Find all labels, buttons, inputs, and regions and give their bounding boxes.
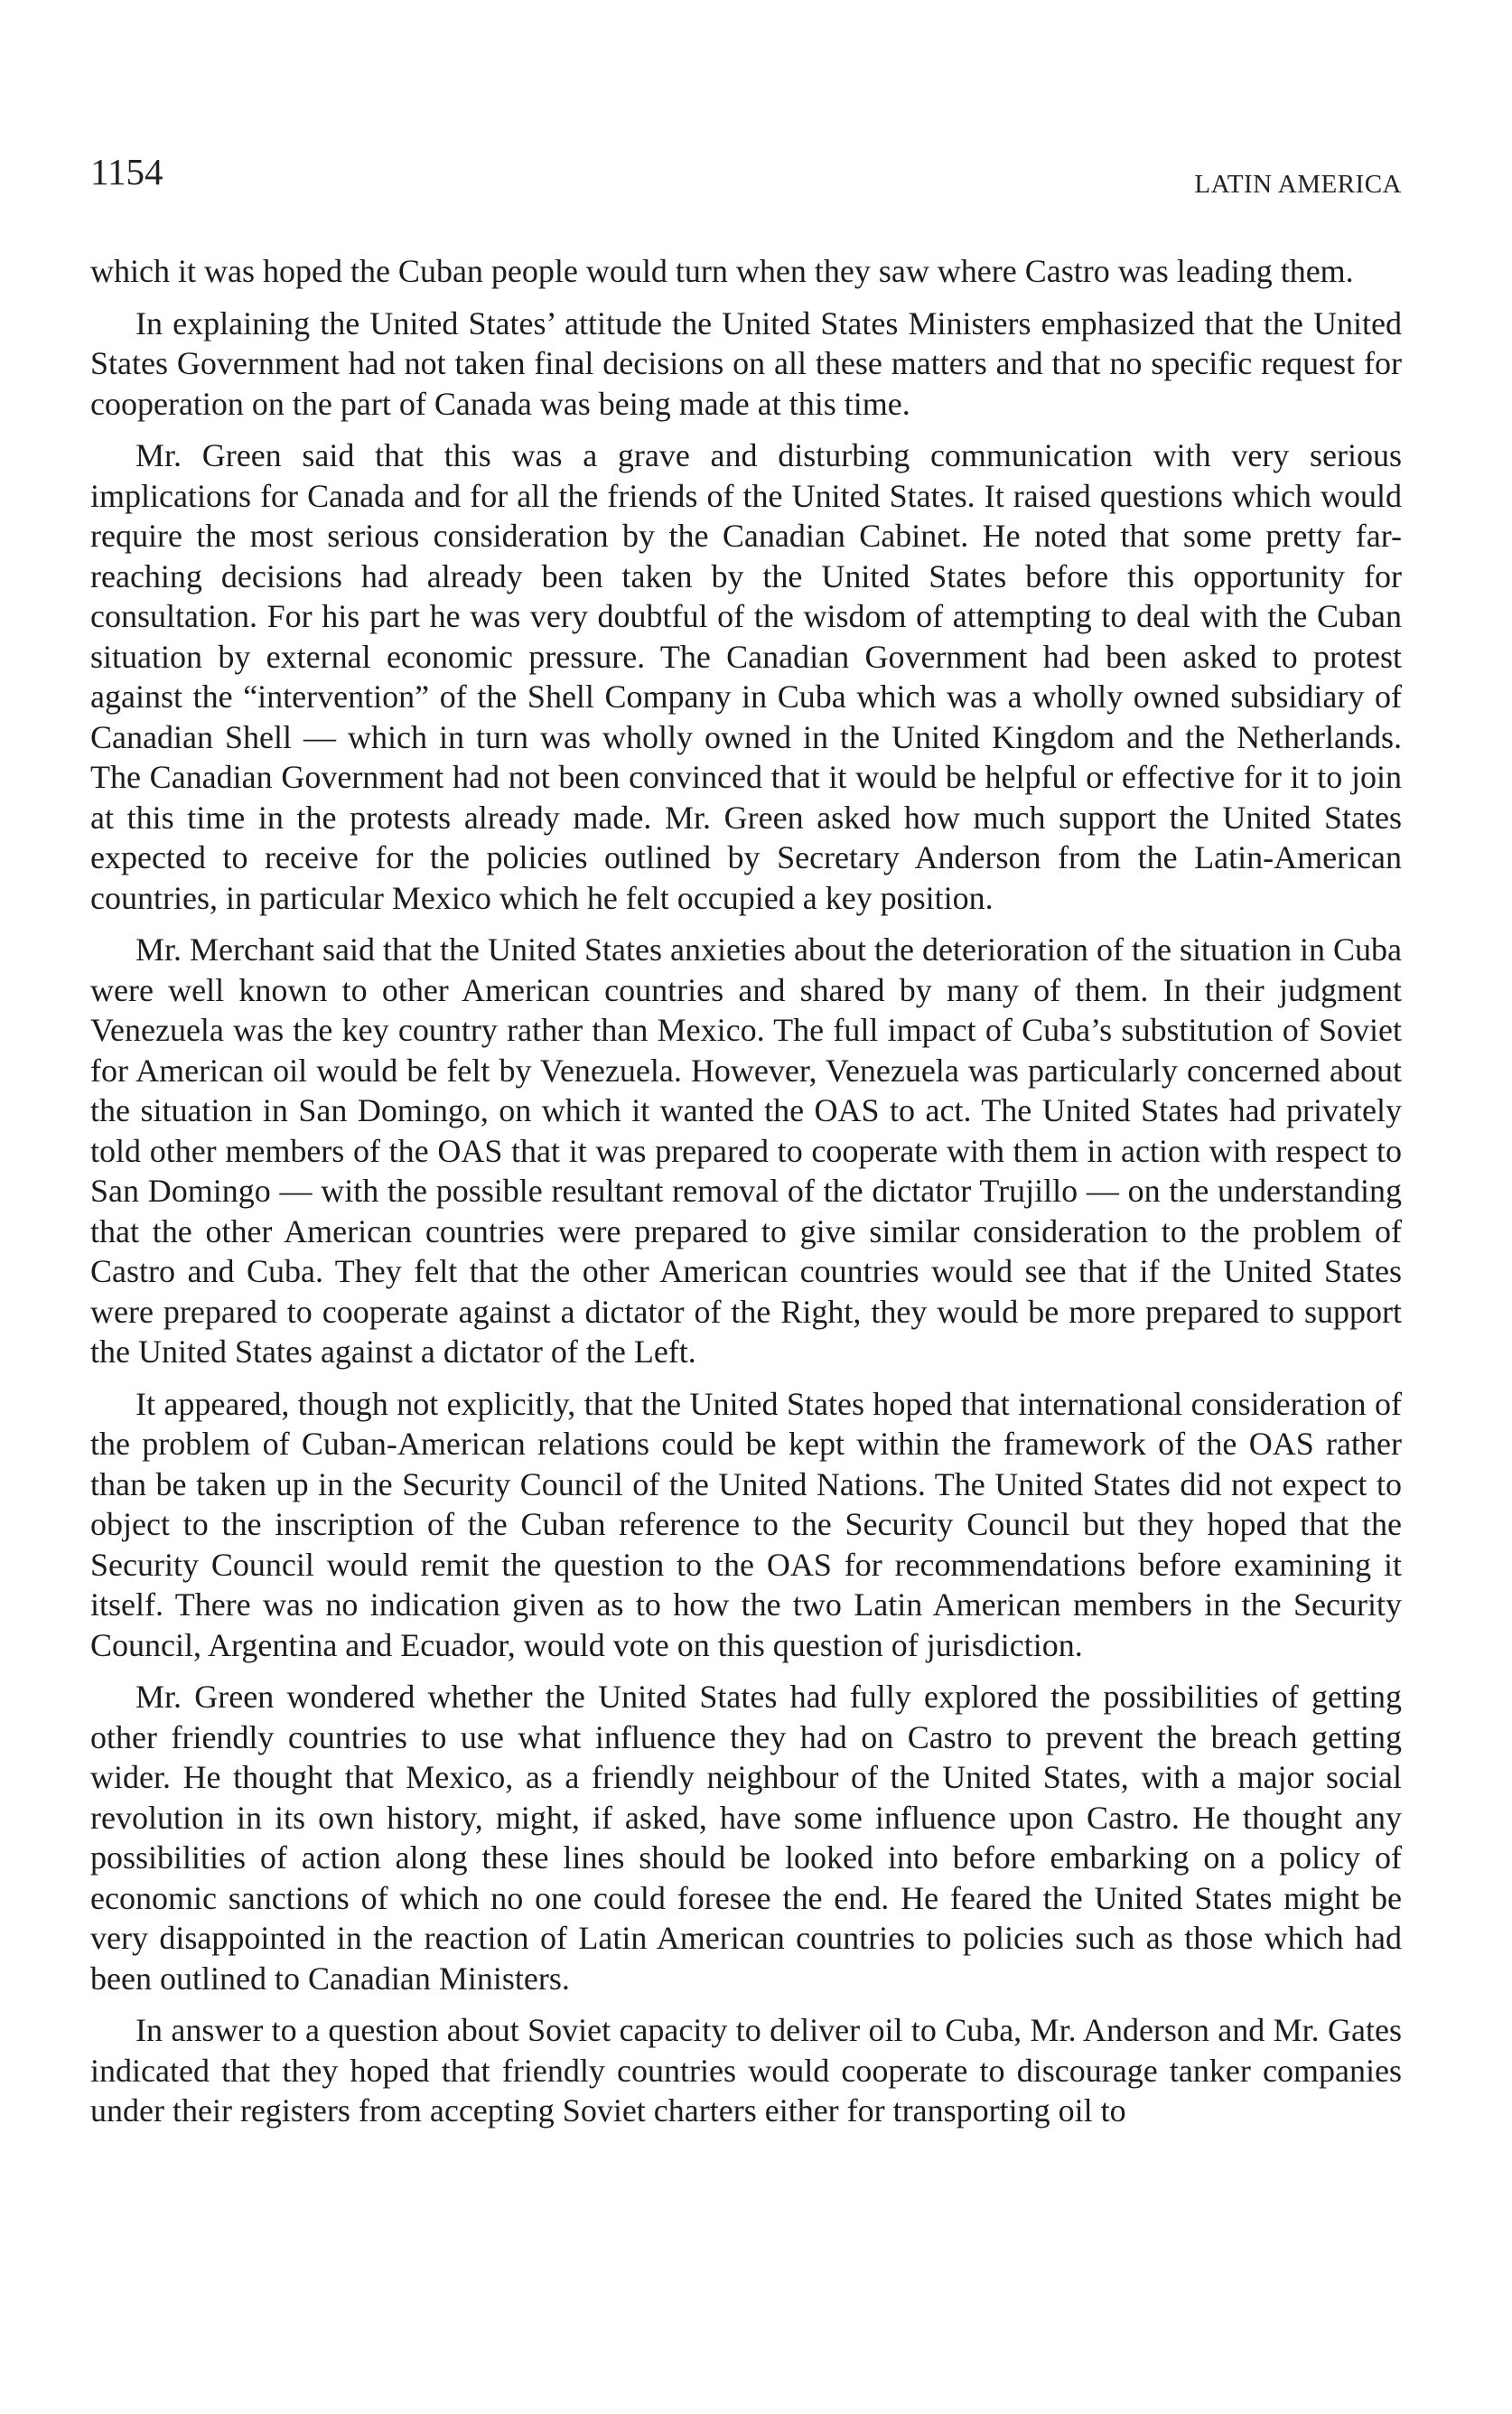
paragraph: Mr. Green said that this was a grave and disturbing communication with very serious implications for Canada and for all the friends of the United States. It raised questions which would require the most serious consideration by the Canadian Cabinet. He noted that some pretty far-reaching decisions had already been taken by the United States before this opportunity for consultation. For his part he was very doubtful of the wisdom of attempting to deal with the Cuban situation by external economic pressure. The Canadian Government had been asked to protest against the “intervention” of the Shell Company in Cuba which was a wholly owned subsidiary of Canadian Shell — which in turn was wholly owned in the United Kingdom and the Netherlands. The Canadian Government had not been convinced that it would be helpful or effective for it to join at this time in the protests already made. Mr. Green asked how much support the United States expected to receive for the policies outlined by Secretary Anderson from the Latin-American countries, in particular Mexico which he felt occupied a key position.: [90, 437, 1402, 916]
body-text: [90, 251, 1402, 2143]
paragraph-continuation: which it was hoped the Cuban people would turn when they saw where Castro was leading them.: [90, 253, 1354, 289]
paragraph: In explaining the United States’ attitude the United States Ministers emphasized that the United States Government had not taken final decisions on all these matters and that no specific request for cooperation on the part of Canada was being made at this time.: [90, 304, 1402, 422]
paragraph: Mr. Merchant said that the United States anxieties about the deterioration of the situation in Cuba were well known to other American countries and shared by many of them. In their judgment Venezuela was the key country rather than Mexico. The full impact of Cuba’s substitution of Soviet for American oil would be felt by Venezuela. However, Venezuela was particularly concerned about the situation in San Domingo, on which it wanted the OAS to act. The United States had privately told other members of the OAS that it was prepared to cooperate with them in action with respect to San Domingo — with the possible resultant removal of the dictator Trujillo — on the understanding that the other American countries were prepared to give similar consideration to the problem of Castro and Cuba. They felt that the other American countries would see that if the United States were prepared to cooperate against a dictator of the Right, they would be more prepared to support the United States against a dictator of the Left.: [90, 931, 1402, 1370]
page-number: 1154: [90, 151, 163, 192]
paragraph: In answer to a question about Soviet capacity to deliver oil to Cuba, Mr. Anderson and Mr. Gates indicated that they hoped that friendly countries would cooperate to discourage tanker companies under their registers from accepting Soviet charters either for transporting oil to: [90, 2012, 1402, 2129]
page-header: [90, 151, 1402, 208]
paragraph: Mr. Green wondered whether the United States had fully explored the possibilities of getting other friendly countries to use what influence they had on Castro to prevent the breach getting wider. He thought that Mexico, as a friendly neighbour of the United States, with a major social revolution in its own history, might, if asked, have some influence upon Castro. He thought any possibilities of action along these lines should be looked into before embarking on a policy of economic sanctions of which no one could foresee the end. He feared the United States might be very disappointed in the reaction of Latin American countries to policies such as those which had been outlined to Canadian Ministers.: [90, 1679, 1402, 1997]
paragraph: It appeared, though not explicitly, that the United States hoped that international consideration of the problem of Cuban-American relations could be kept within the framework of the OAS rather than be taken up in the Security Council of the United Nations. The United States did not expect to object to the inscription of the Cuban reference to the Security Council but they hoped that the Security Council would remit the question to the OAS for recommendations before examining it itself. There was no indication given as to how the two Latin American members in the Security Council, Argentina and Ecuador, would vote on this question of jurisdiction.: [90, 1385, 1402, 1663]
running-head: LATIN AMERICA: [1194, 170, 1402, 199]
